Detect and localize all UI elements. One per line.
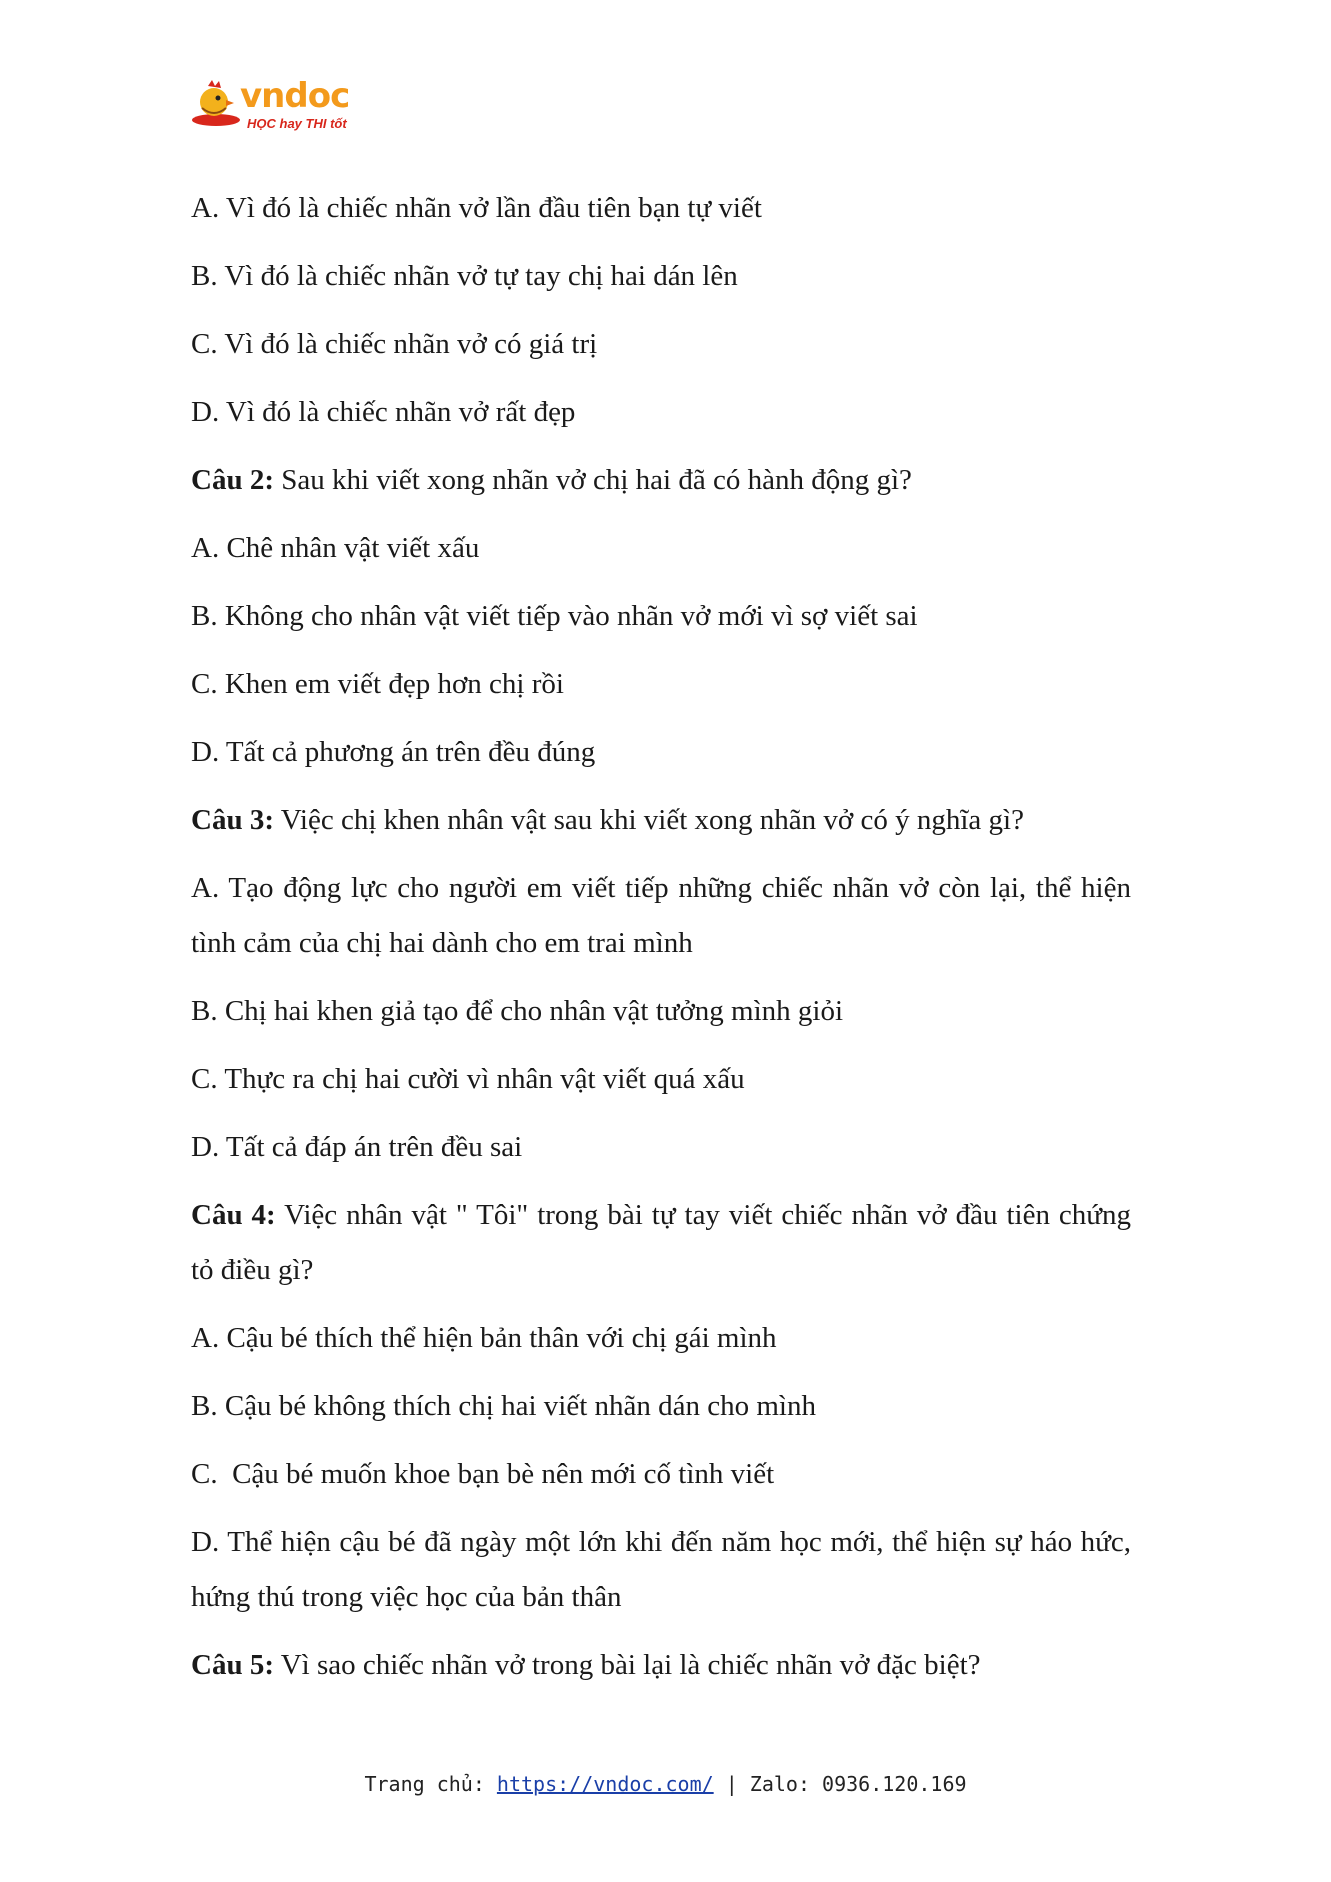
q4-option-b: B. Cậu bé không thích chị hai viết nhãn dán cho mình: [191, 1390, 816, 1422]
question-5-text: Vì sao chiếc nhãn vở trong bài lại là chiếc nhãn vở đặc biệt?: [273, 1649, 981, 1681]
q3-option-d: D. Tất cả đáp án trên đều sai: [191, 1131, 523, 1163]
q2-option-a: A. Chê nhân vật viết xấu: [191, 532, 480, 564]
q1-option-a: A. Vì đó là chiếc nhãn vở lần đầu tiên bạn tự viết: [191, 192, 762, 224]
question-3: [191, 793, 1131, 848]
q1-option-d: D. Vì đó là chiếc nhãn vở rất đẹp: [191, 396, 576, 428]
brand-name: vndoc: [240, 76, 350, 116]
question-2-text: Sau khi viết xong nhãn vở chị hai đã có hành động gì?: [273, 464, 912, 496]
rooster-mascot-icon: [190, 78, 242, 130]
question-4-text: Việc nhân vật " Tôi" trong bài tự tay viết chiếc nhãn vở đầu tiên chứng tỏ điều gì?: [191, 1199, 1132, 1286]
question-2-label: Câu 2:: [191, 464, 274, 496]
q2-option-b: B. Không cho nhân vật viết tiếp vào nhãn vở mới vì sợ viết sai: [191, 600, 918, 632]
q2-option-d: D. Tất cả phương án trên đều đúng: [191, 736, 596, 768]
page-footer: [0, 1772, 1331, 1796]
q3-option-c: C. Thực ra chị hai cười vì nhân vật viết quá xấu: [191, 1063, 745, 1095]
q4-option-d: D. Thể hiện cậu bé đã ngày một lớn khi đến năm học mới, thể hiện sự háo hức, hứng thú trong việc học của bản thân: [191, 1526, 1131, 1613]
vndoc-logo[interactable]: [190, 76, 360, 138]
brand-tagline: HỌC hay THI tốt: [247, 116, 347, 131]
footer-home-link[interactable]: https://vndoc.com/: [496, 1772, 714, 1796]
footer-home-label: Trang chủ:: [364, 1772, 497, 1796]
question-content: [191, 181, 1131, 1693]
question-2: [191, 453, 1131, 508]
footer-zalo: Zalo: 0936.120.169: [749, 1772, 967, 1796]
question-5-label: Câu 5:: [191, 1649, 274, 1681]
q2-option-c: C. Khen em viết đẹp hơn chị rồi: [191, 668, 564, 700]
question-4: [191, 1188, 1131, 1298]
question-3-text: Việc chị khen nhân vật sau khi viết xong nhãn vở có ý nghĩa gì?: [273, 804, 1024, 836]
q4-option-c: C. Cậu bé muốn khoe bạn bè nên mới cố tình viết: [191, 1458, 775, 1490]
q3-option-a: A. Tạo động lực cho người em viết tiếp những chiếc nhãn vở còn lại, thể hiện tình cảm của chị hai dành cho em trai mình: [191, 872, 1131, 959]
q1-option-c: C. Vì đó là chiếc nhãn vở có giá trị: [191, 328, 598, 360]
question-5: [191, 1638, 1131, 1693]
q4-option-a: A. Cậu bé thích thể hiện bản thân với chị gái mình: [191, 1322, 777, 1354]
q3-option-b: B. Chị hai khen giả tạo để cho nhân vật tưởng mình giỏi: [191, 995, 844, 1027]
question-4-label: Câu 4:: [191, 1199, 276, 1231]
footer-separator: |: [713, 1772, 750, 1796]
question-3-label: Câu 3:: [191, 804, 274, 836]
q1-option-b: B. Vì đó là chiếc nhãn vở tự tay chị hai dán lên: [191, 260, 738, 292]
